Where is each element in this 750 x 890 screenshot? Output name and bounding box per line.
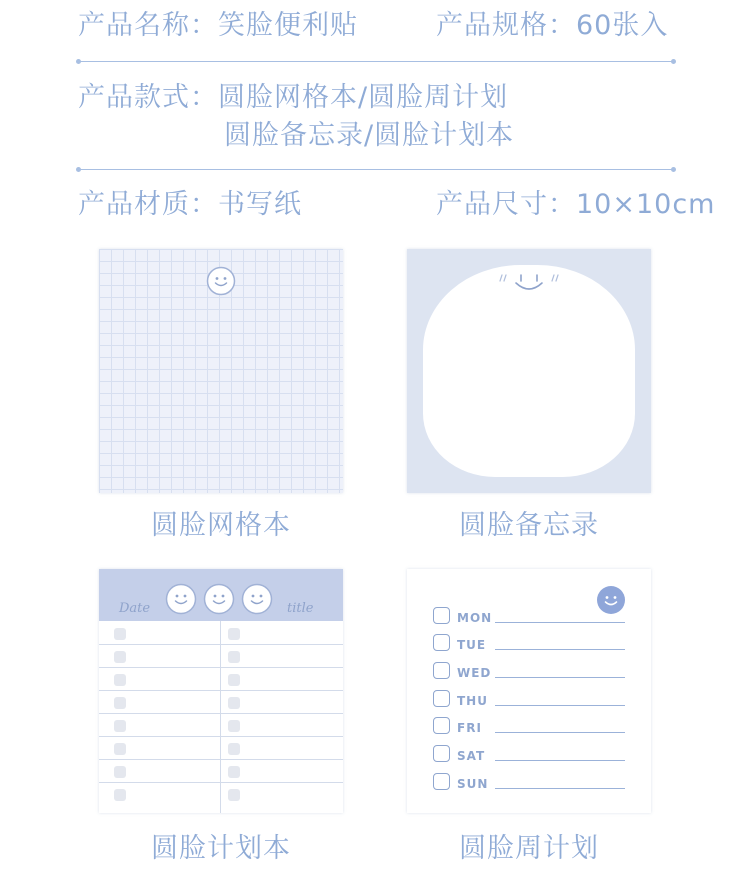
divider	[78, 169, 674, 170]
day-checkbox	[433, 745, 450, 762]
spec-name-value: 笑脸便利贴	[218, 10, 358, 41]
smiley-icon	[203, 583, 235, 615]
day-label-sun: SUN	[457, 777, 489, 791]
planner-checkbox	[114, 697, 126, 709]
weekly-plan-card	[407, 569, 651, 813]
day-checkbox	[433, 662, 450, 679]
spec-spec-row	[436, 12, 668, 39]
planner-checkbox	[114, 628, 126, 640]
caption-planner: 圆脸计划本	[151, 833, 291, 864]
day-label-mon: MON	[457, 611, 493, 625]
spec-size-value: 10×10cm	[576, 189, 716, 220]
spec-size-row	[436, 191, 715, 218]
planner-checkbox	[114, 743, 126, 755]
planner-checkbox	[228, 789, 240, 801]
smiley-icon	[241, 583, 273, 615]
day-checkbox	[433, 634, 450, 651]
planner-row-line	[99, 713, 343, 714]
day-write-line	[495, 649, 625, 650]
smiley-icon	[206, 266, 236, 296]
day-label-sat: SAT	[457, 749, 486, 763]
day-checkbox	[433, 773, 450, 790]
caption-memo: 圆脸备忘录	[459, 510, 599, 541]
smiley-icon	[498, 271, 560, 297]
planner-checkbox	[114, 651, 126, 663]
spec-size-label: 产品尺寸：	[436, 189, 576, 220]
day-label-tue: TUE	[457, 638, 487, 652]
day-write-line	[495, 677, 625, 678]
day-label-wed: WED	[457, 666, 492, 680]
spec-material-label: 产品材质：	[78, 189, 218, 220]
spec-spec-value: 60张入	[576, 10, 669, 41]
planner-title-label: title	[287, 601, 314, 616]
spec-material-row	[78, 191, 302, 218]
day-write-line	[495, 788, 625, 789]
divider	[78, 61, 674, 62]
day-checkbox	[433, 717, 450, 734]
planner-checkbox	[228, 743, 240, 755]
caption-weekly-plan: 圆脸周计划	[459, 833, 599, 864]
spec-style-line1: 圆脸网格本/圆脸周计划	[218, 82, 509, 113]
spec-spec-label: 产品规格：	[436, 10, 576, 41]
planner-row-line	[99, 736, 343, 737]
planner-checkbox	[228, 674, 240, 686]
grid-notebook-card	[99, 249, 343, 493]
day-write-line	[495, 622, 625, 623]
planner-checkbox	[114, 674, 126, 686]
day-label-fri: FRI	[457, 721, 482, 735]
planner-checkbox	[228, 697, 240, 709]
spec-style-row	[78, 84, 508, 111]
planner-row-line	[99, 644, 343, 645]
day-checkbox	[433, 690, 450, 707]
planner-checkbox	[228, 651, 240, 663]
planner-date-label: Date	[119, 601, 151, 616]
smiley-icon	[165, 583, 197, 615]
spec-name-row	[78, 12, 358, 39]
caption-grid-notebook: 圆脸网格本	[151, 510, 291, 541]
day-write-line	[495, 732, 625, 733]
day-checkbox	[433, 607, 450, 624]
planner-row-line	[99, 667, 343, 668]
planner-row-line	[99, 759, 343, 760]
day-write-line	[495, 760, 625, 761]
spec-material-value: 书写纸	[218, 189, 302, 220]
planner-checkbox	[228, 766, 240, 778]
spec-style-label: 产品款式：	[78, 82, 218, 113]
memo-card	[407, 249, 651, 493]
planner-checkbox	[228, 628, 240, 640]
planner-checkbox	[228, 720, 240, 732]
planner-card	[99, 569, 343, 813]
spec-name-label: 产品名称：	[78, 10, 218, 41]
planner-row-line	[99, 782, 343, 783]
day-write-line	[495, 705, 625, 706]
planner-checkbox	[114, 789, 126, 801]
planner-row-line	[99, 690, 343, 691]
day-label-thu: THU	[457, 694, 488, 708]
planner-checkbox	[114, 720, 126, 732]
smiley-icon	[596, 585, 626, 615]
planner-checkbox	[114, 766, 126, 778]
spec-style-line2: 圆脸备忘录/圆脸计划本	[224, 120, 515, 151]
planner-column-divider	[220, 621, 221, 813]
